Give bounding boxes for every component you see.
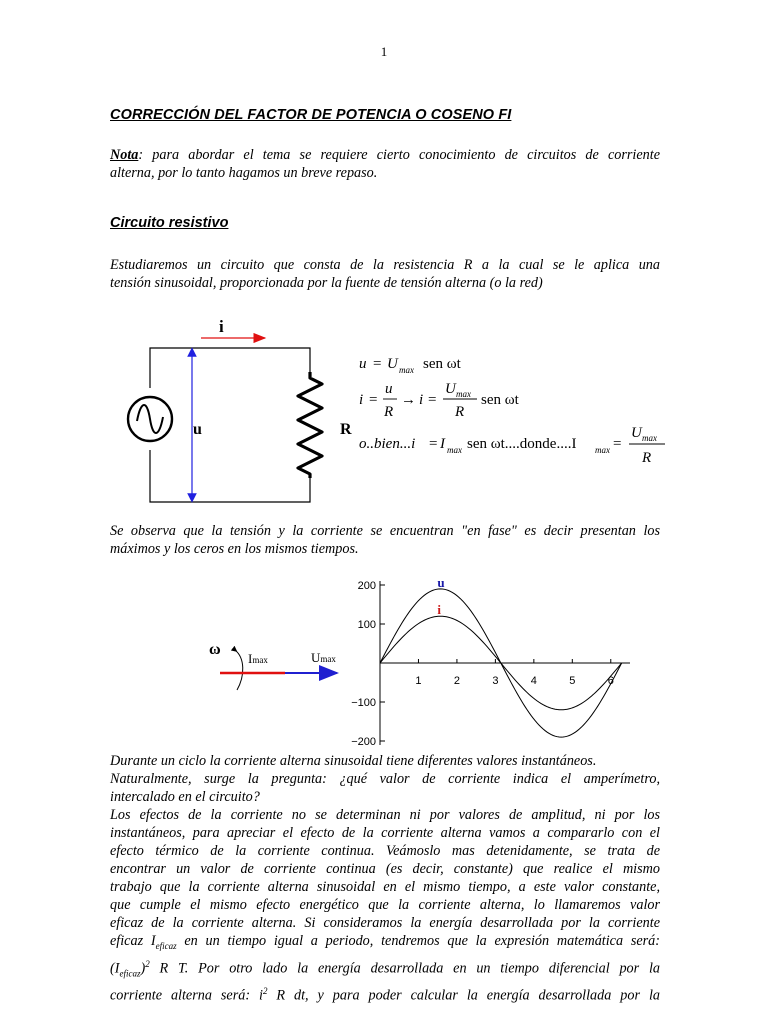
eq3-sub: max: [447, 445, 462, 455]
eq2-equals2: =: [428, 392, 437, 408]
circuit-wire: [150, 348, 310, 388]
eq1-U: U: [387, 356, 398, 372]
intro-paragraph: Estudiaremos un circuito que consta de la resistencia R a la cual se le aplica una tensión sinusoidal, proporcionada por la fuente de tensión alterna (o la red): [110, 257, 660, 291]
nota-label: Nota: [110, 147, 139, 163]
eq2-equals: =: [369, 392, 378, 408]
ac-source-icon: [128, 397, 172, 441]
eq3-den: R: [642, 450, 652, 466]
eq2-num2: U: [445, 381, 456, 397]
eq2-i: i: [359, 392, 364, 408]
eq3-I: I: [440, 436, 445, 452]
eq2-i2: i: [419, 392, 424, 408]
section-heading: Circuito resistivo: [110, 215, 229, 231]
eq3-num-sub: max: [642, 433, 657, 443]
eq1-equals: =: [373, 356, 382, 372]
y-tick-label: 100: [357, 619, 376, 631]
body-paragraph: Durante un ciclo la corriente alterna sinusoidal tiene diferentes valores instantáneos. Naturalmente, surge la pregunta: ¿qué valor de corriente indica el amperímetro, intercalado en el circuito? Los efectos de la corriente no se determinan ni por valores de amplitud, ni por los instantáneos, para apreciar el efecto de la corriente alterna vamos a compararlo con el efecto térmico de la corriente continua. Veámoslo mas detenidamente, se trata de encontrar un valor de corriente continua (es decir, constante) que realice el mismo trabajo que la corriente alterna sinusoidal en el mismo tiempo, a este valor constante, que cumple el mismo efecto energético que la corriente alterna, lo llamaremos valor eficaz de la corriente alterna. Si consideramos la energía desarrollada por la corriente eficaz $I_{eficaz}$ en un tiempo igual a periodo, tendremos que la expresión matemática será: $(I_{eficaz})^2$ R T. Por otro lado la energía desarrollada en un tiempo diferencial por la corriente alterna será: $i^2$ R dt, y para poder calcular la energía desarrollada por la: [110, 753, 660, 1005]
document-title: CORRECCIÓN DEL FACTOR DE POTENCIA O COSENO FI: [110, 107, 512, 123]
x-tick-label: 2: [453, 675, 460, 687]
rotation-arrow: [235, 650, 243, 690]
eq3-mid: sen ωt....donde....I: [467, 436, 577, 452]
eq1-u: u: [359, 356, 367, 372]
x-tick-label: 3: [492, 675, 499, 687]
y-tick-label: 200: [357, 580, 376, 592]
u-phasor-label: Umax: [311, 650, 336, 665]
eq3-equals: =: [429, 436, 438, 452]
x-tick-label: 6: [607, 675, 614, 687]
eq2-num2-sub: max: [456, 389, 471, 399]
series-label-i: i: [437, 602, 442, 618]
y-tick-label: −100: [351, 697, 376, 709]
eq3-equals2: =: [613, 436, 622, 452]
eq1-sub: max: [399, 365, 414, 375]
eq2-den: R: [384, 404, 394, 420]
page-number: 1: [380, 44, 388, 59]
eq2-num: u: [385, 381, 393, 397]
eq2-den2: R: [455, 404, 465, 420]
circuit-wire: [150, 450, 310, 502]
i-phasor-label: Imax: [248, 651, 268, 666]
resistor-icon: [298, 372, 322, 478]
resistive-circuit-diagram: [115, 312, 360, 512]
eq2-sen: sen ωt: [481, 392, 519, 408]
phase-paragraph: Se observa que la tensión y la corriente se encuentran "en fase" es decir presentan los máximos y los ceros en los mismos tiempos.: [110, 523, 660, 557]
eq3-num: U: [631, 425, 642, 441]
series-label-u: u: [437, 574, 445, 590]
sine-chart: [330, 574, 640, 752]
x-tick-label: 1: [415, 675, 422, 687]
eq3-sub2: max: [595, 445, 610, 455]
nota-paragraph: Nota: para abordar el tema se requiere cierto conocimiento de circuitos de corriente alterna, por lo tanto hagamos un breve repaso.: [110, 147, 660, 181]
current-label: i: [219, 317, 224, 336]
resistor-label: R: [340, 421, 352, 438]
x-tick-label: 4: [530, 675, 537, 687]
omega-label: ω: [209, 641, 221, 658]
eq3-text: o..bien...i: [359, 436, 416, 452]
ohm-law-equations: [355, 348, 675, 473]
x-tick-label: 5: [569, 675, 576, 687]
voltage-label: u: [193, 421, 202, 438]
y-tick-label: −200: [351, 736, 376, 748]
eq1-sen: sen ωt: [423, 356, 461, 372]
eq2-arrow: →: [401, 392, 416, 408]
